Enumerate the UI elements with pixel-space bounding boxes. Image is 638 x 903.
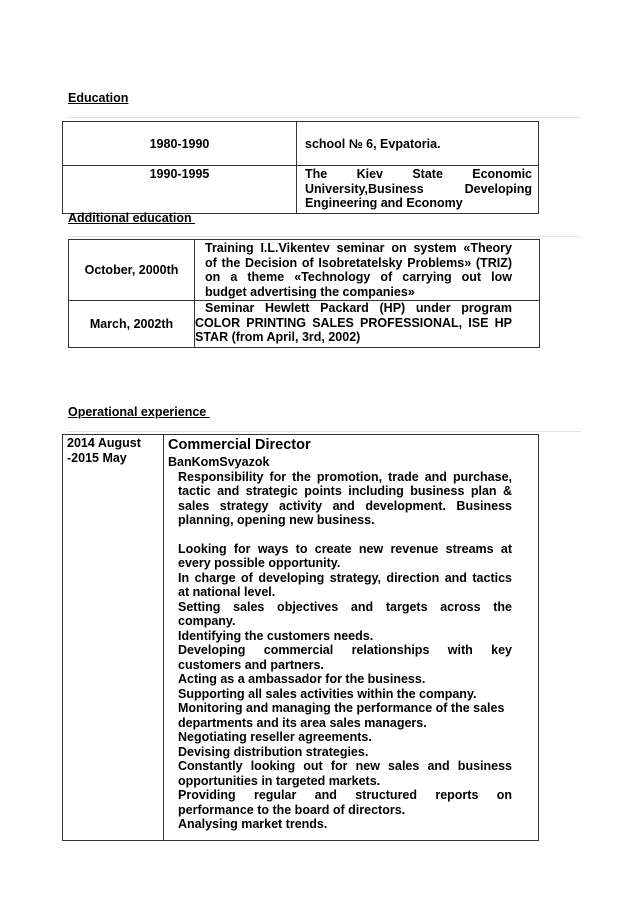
description-line: Looking for ways to create new revenue streams at [178, 541, 512, 556]
period-line: 2014 August [67, 436, 141, 450]
duties-paragraph [168, 542, 512, 832]
description-line: sales strategy activity and development. Business [178, 498, 512, 513]
description-line: Analysing market trends. [178, 817, 328, 831]
description-line: Training I.L.Vikentev seminar on system «Theory [205, 241, 512, 255]
section-rule [68, 431, 581, 432]
description-line: Constantly looking out for new sales and business [178, 759, 512, 773]
description-line: departments and its area sales managers. [178, 715, 427, 730]
education-period: 1980-1990 [63, 122, 297, 166]
description-line: opportunities in targeted markets. [178, 773, 381, 788]
table-row [63, 166, 539, 214]
description-line: Developing commercial relationships with key [178, 643, 512, 657]
section-rule [68, 117, 581, 118]
additional-education-period: October, 2000th [69, 240, 195, 301]
operational-experience-heading: Operational experience [68, 405, 210, 419]
description-line: Negotiating reseller agreements. [178, 730, 372, 744]
description-line: Monitoring and managing the performance of the sales [178, 701, 505, 715]
education-description [297, 122, 539, 166]
period-line: -2015 May [67, 450, 127, 465]
description-line: Supporting all sales activities within the company. [178, 686, 477, 701]
description-line: Setting sales objectives and targets across the [178, 599, 512, 614]
table-row [63, 435, 539, 841]
experience-period [63, 435, 164, 841]
description-line: of the Decision of Isobretatelsky Problems» (TRIZ) [205, 255, 512, 270]
description-line: planning, opening new business. [178, 513, 375, 527]
responsibility-paragraph [168, 470, 512, 528]
additional-education-table [68, 239, 540, 348]
description-line: Acting as a ambassador for the business. [178, 672, 426, 686]
table-row [63, 122, 539, 166]
education-period: 1990-1995 [63, 166, 297, 214]
description-line: The Kiev State Economic [305, 167, 532, 181]
additional-education-heading: Additional education [68, 211, 196, 225]
description-line: every possible opportunity. [178, 556, 341, 570]
description-line: Seminar Hewlett Packard (HP) under program [205, 301, 512, 315]
description-line: COLOR PRINTING SALES PROFESSIONAL, ISE HP [195, 315, 512, 330]
description-line: Identifying the customers needs. [178, 628, 374, 643]
description-line: customers and partners. [178, 657, 324, 672]
additional-education-description [195, 301, 540, 348]
description-line: Engineering and Economy [305, 196, 463, 210]
experience-details [164, 435, 539, 841]
experience-table [62, 434, 539, 841]
description-line: Responsibility for the promotion, trade and purchase, [178, 469, 512, 484]
additional-education-period: March, 2002th [69, 301, 195, 348]
description-line: budget advertising the companies» [205, 284, 415, 299]
company-name: BanKomSvyazok [168, 455, 270, 469]
table-row [69, 301, 540, 348]
description-line: In charge of developing strategy, direction and tactics [178, 570, 512, 585]
description-line: Providing regular and structured reports on [178, 788, 512, 802]
table-row [69, 240, 540, 301]
job-title: Commercial Director [168, 437, 311, 453]
description-line: company. [178, 614, 236, 628]
description-line: Devising distribution strategies. [178, 744, 369, 759]
additional-education-description [195, 240, 540, 301]
education-table [62, 121, 539, 214]
education-heading: Education [68, 91, 129, 105]
section-rule [68, 236, 581, 237]
education-description [297, 166, 539, 214]
description-line: University,Business Developing [305, 181, 532, 196]
description-line: at national level. [178, 585, 276, 599]
description-line: performance to the board of directors. [178, 802, 406, 817]
description-line: on a theme «Technology of carrying out low [205, 270, 512, 284]
description-line: tactic and strategic points including business plan & [178, 484, 512, 498]
description-line: STAR (from April, 3rd, 2002) [195, 330, 361, 344]
description-line: school № 6, Evpatoria. [305, 137, 441, 151]
